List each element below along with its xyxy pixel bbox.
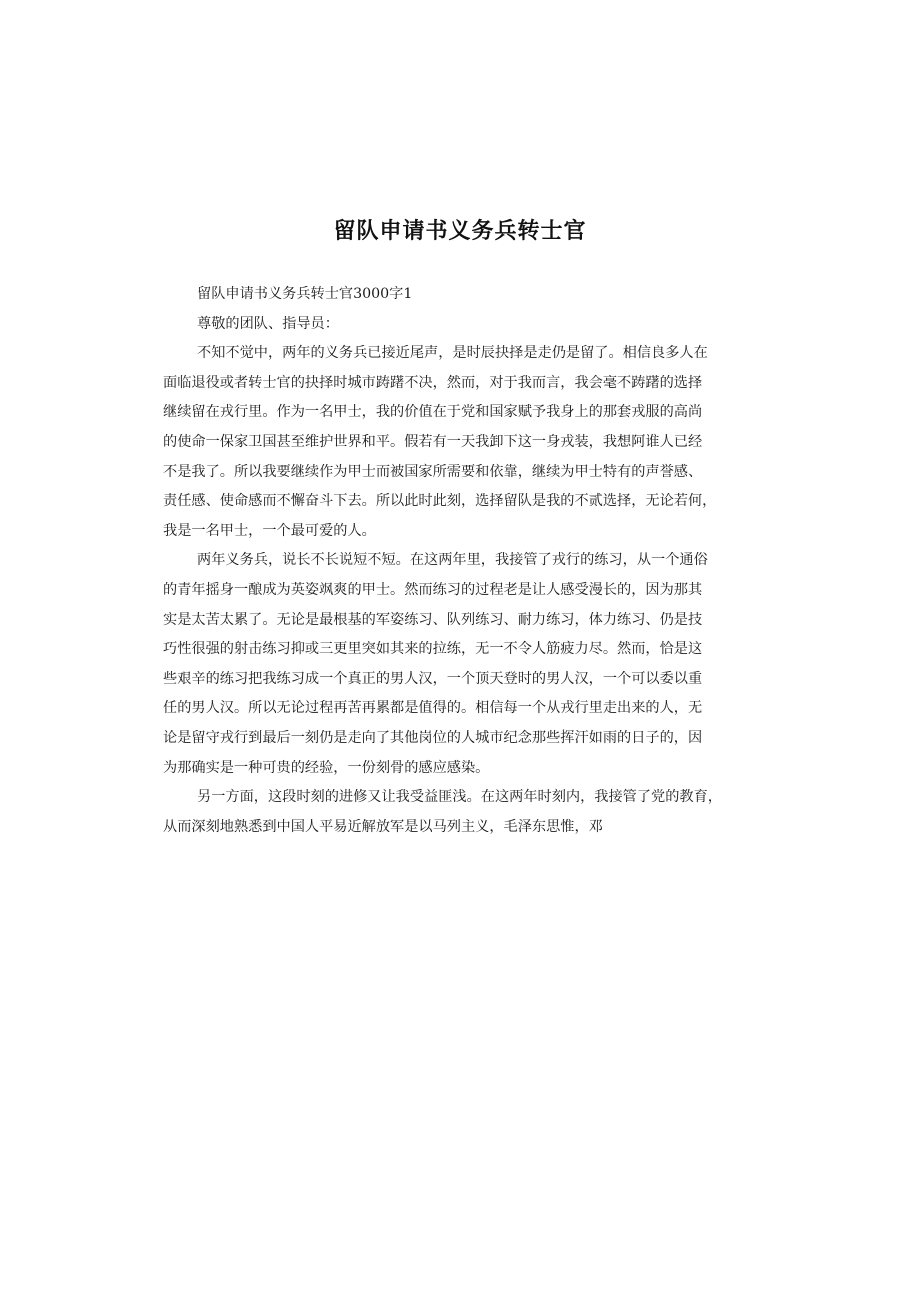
body-line: 尊敬的团队、指导员： bbox=[197, 315, 339, 332]
body-line: 论是留守戎行到最后一刻仍是走向了其他岗位的人城市纪念那些挥汗如雨的日子的，因 bbox=[163, 729, 703, 746]
body-line: 任的男人汉。所以无论过程再苦再累都是值得的。相信每一个从戎行里走出来的人，无 bbox=[163, 700, 703, 717]
body-line: 留队申请书义务兵转士官3000字1 bbox=[197, 286, 413, 302]
body-line: 面临退役或者转士官的抉择时城市踌躇不决，然而，对于我而言，我会毫不踌躇的选择 bbox=[163, 374, 703, 391]
body-line: 从而深刻地熟悉到中国人平易近解放军是以马列主义，毛泽东思惟，邓 bbox=[163, 818, 603, 835]
body-line: 的使命一保家卫国甚至维护世界和平。假若有一天我卸下这一身戎装，我想阿谁人已经 bbox=[163, 433, 703, 450]
document-body bbox=[163, 280, 765, 842]
body-line: 巧性很强的射击练习抑或三更里突如其来的拉练，无一不令人筋疲力尽。然而，恰是这 bbox=[163, 641, 703, 658]
document-title: 留队申请书义务兵转士官 bbox=[333, 219, 587, 244]
body-line: 为那确实是一种可贵的经验，一份刻骨的感应感染。 bbox=[163, 759, 490, 776]
body-line: 不是我了。所以我要继续作为甲士而被国家所需要和依靠，继续为甲士特有的声誉感、 bbox=[163, 463, 703, 480]
body-line: 的青年摇身一酿成为英姿飒爽的甲士。然而练习的过程老是让人感受漫长的，因为那其 bbox=[163, 581, 703, 598]
body-line: 继续留在戎行里。作为一名甲士，我的价值在于党和国家赋予我身上的那套戎服的高尚 bbox=[163, 404, 703, 421]
body-line: 我是一名甲士，一个最可爱的人。 bbox=[163, 522, 376, 539]
body-line: 些艰辛的练习把我练习成一个真正的男人汉，一个顶天登时的男人汉，一个可以委以重 bbox=[163, 670, 703, 687]
body-line: 实是太苦太累了。无论是最根基的军姿练习、队列练习、耐力练习，体力练习、仍是技 bbox=[163, 611, 703, 628]
body-line: 责任感、使命感而不懈奋斗下去。所以此时此刻，选择留队是我的不贰选择，无论若何， bbox=[163, 493, 717, 510]
body-line: 两年义务兵，说长不长说短不短。在这两年里，我接管了戎行的练习，从一个通俗 bbox=[197, 552, 708, 569]
body-line: 另一方面，这段时刻的进修又让我受益匪浅。在这两年时刻内，我接管了党的教育， bbox=[197, 789, 722, 806]
body-line: 不知不觉中，两年的义务兵已接近尾声，是时辰抉择是走仍是留了。相信良多人在 bbox=[197, 345, 708, 362]
